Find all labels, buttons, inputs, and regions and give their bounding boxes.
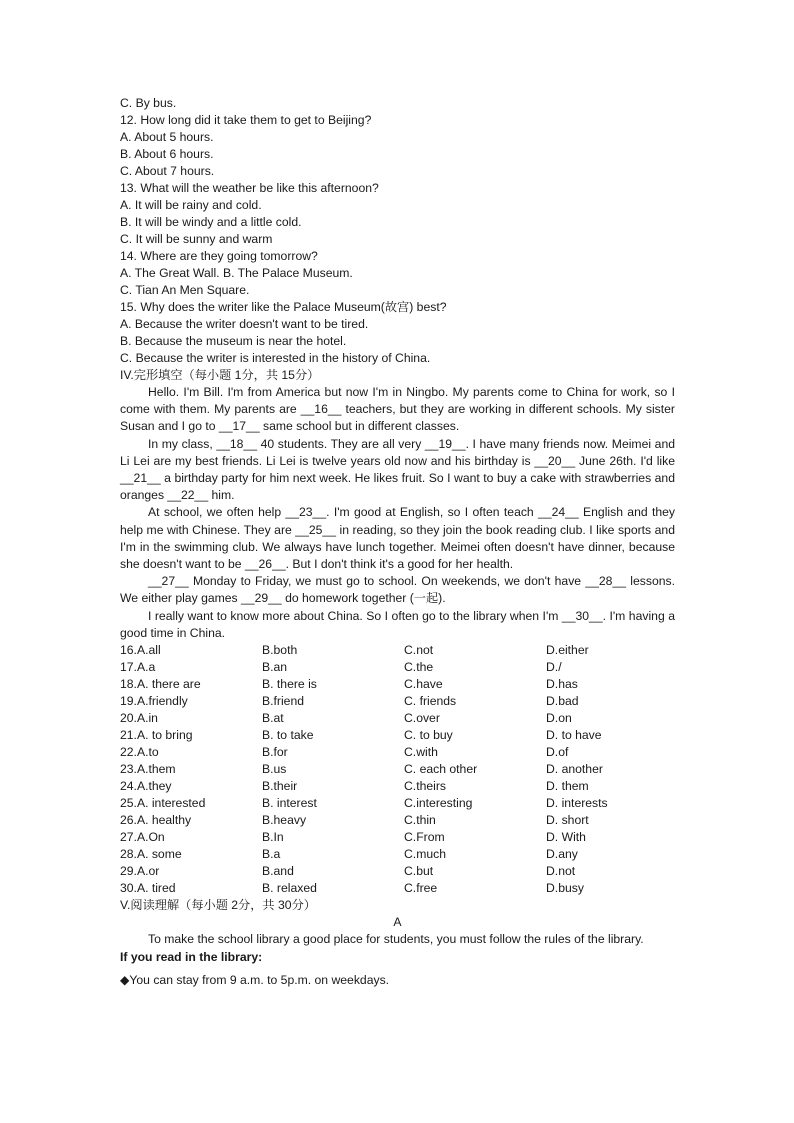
option-a: 21.A. to bring — [120, 728, 193, 743]
option-a: 30.A. tired — [120, 881, 176, 896]
option-row — [120, 829, 675, 846]
cloze-options-table — [120, 642, 675, 897]
option-c: C. to buy — [404, 728, 453, 743]
option-b: B.both — [262, 643, 298, 658]
cloze-paragraph: In my class, __18__ 40 students. They are all very __19__. I have many friends now. Meimei and Li Lei are my best friends. Li Lei is twelve years old now and his birthday is __20__ June 26th. I'd like __21__ a birthday party for him next week. He likes fruit. So I want to buy a cake with strawberries and oranges __22__ him. — [120, 436, 675, 503]
rules-heading: If you read in the library: — [120, 950, 263, 965]
option-a: 19.A.friendly — [120, 694, 188, 709]
reading-section — [120, 897, 675, 989]
answer-option: B. About 6 hours. — [120, 147, 214, 161]
option-row — [120, 676, 675, 693]
option-c: C.with — [404, 745, 438, 760]
option-a: 17.A.a — [120, 660, 156, 675]
option-b: B.friend — [262, 694, 305, 709]
option-b: B.a — [262, 847, 281, 862]
option-d: D.on — [546, 711, 572, 726]
answer-option: A. About 5 hours. — [120, 130, 214, 144]
option-c: C. friends — [404, 694, 457, 709]
option-c: C.thin — [404, 813, 436, 828]
option-d: D. them — [546, 779, 589, 794]
option-a: 29.A.or — [120, 864, 160, 879]
option-b: B.an — [262, 660, 288, 675]
option-row — [120, 693, 675, 710]
rule-item: ◆You can stay from 9 a.m. to 5p.m. on weekdays. — [120, 973, 390, 988]
option-a: 25.A. interested — [120, 796, 206, 811]
passage-intro: To make the school library a good place for students, you must follow the rules of the library. — [148, 932, 644, 947]
option-d: D.any — [546, 847, 578, 862]
option-d: D.of — [546, 745, 569, 760]
passage-label: A — [393, 915, 402, 930]
option-d: D.has — [546, 677, 578, 692]
option-a: 22.A.to — [120, 745, 159, 760]
option-d: D. to have — [546, 728, 602, 743]
option-b: B.and — [262, 864, 294, 879]
answer-option: B. It will be windy and a little cold. — [120, 215, 302, 229]
option-row — [120, 659, 675, 676]
option-a: 28.A. some — [120, 847, 182, 862]
option-b: B.heavy — [262, 813, 307, 828]
option-row — [120, 778, 675, 795]
option-c: C.over — [404, 711, 440, 726]
option-d: D. With — [546, 830, 586, 845]
option-c: C.the — [404, 660, 434, 675]
cloze-paragraph: I really want to know more about China. So I often go to the library when I'm __30__. I'm having a good time in China. — [120, 608, 675, 640]
cloze-paragraph: Hello. I'm Bill. I'm from America but now I'm in Ningbo. My parents come to China for work, so I come with them. My parents are __16__ teachers, but they are working in different schools. My sister Susan and I go to __17__ same school but in different classes. — [120, 385, 675, 434]
option-b: B.at — [262, 711, 284, 726]
option-row — [120, 761, 675, 778]
cloze-heading: IV.完形填空（每小题 1分，共 15分） — [120, 368, 320, 382]
answer-option: A. It will be rainy and cold. — [120, 198, 262, 212]
question-13: 13. What will the weather be like this afternoon? — [120, 181, 379, 195]
option-row — [120, 846, 675, 863]
reading-heading: V.阅读理解（每小题 2分，共 30分） — [120, 898, 316, 913]
option-d: D.bad — [546, 694, 579, 709]
option-a: 16.A.all — [120, 643, 161, 658]
option-b: B. relaxed — [262, 881, 317, 896]
option-a: 20.A.in — [120, 711, 158, 726]
option-c: C.much — [404, 847, 446, 862]
option-c: C. each other — [404, 762, 478, 777]
option-c: C.but — [404, 864, 434, 879]
option-a: 18.A. there are — [120, 677, 201, 692]
question-12: 12. How long did it take them to get to Beijing? — [120, 113, 372, 127]
option-row — [120, 710, 675, 727]
option-b: B.their — [262, 779, 298, 794]
option-d: D.either — [546, 643, 589, 658]
option-a: 27.A.On — [120, 830, 165, 845]
question-14: 14. Where are they going tomorrow? — [120, 249, 318, 263]
question-15: 15. Why does the writer like the Palace Museum(故宫) best? — [120, 300, 447, 314]
option-d: D./ — [546, 660, 562, 675]
option-a: 23.A.them — [120, 762, 176, 777]
option-c: C.theirs — [404, 779, 446, 794]
option-c: C.interesting — [404, 796, 473, 811]
option-d: D. short — [546, 813, 589, 828]
cloze-paragraph: __27__ Monday to Friday, we must go to school. On weekends, we don't have __28__ lessons. We either play games __29__ do homework together (一起). — [120, 574, 675, 606]
option-c: C.free — [404, 881, 438, 896]
cloze-paragraph: At school, we often help __23__. I'm good at English, so I often teach __24__ English and they help me with Chinese. They are __25__ in reading, so they join the book reading club. I like sports and I'm in the swimming club. We always have lunch together. Meimei often doesn't have dinner, because she doesn't want to be __26__. But I don't think it's a good for her health. — [120, 505, 675, 572]
answer-option: C. About 7 hours. — [120, 164, 215, 178]
option-c: C.have — [404, 677, 443, 692]
option-a: 26.A. healthy — [120, 813, 192, 828]
answer-option: C. By bus. — [120, 96, 177, 110]
option-b: B. there is — [262, 677, 317, 692]
option-row — [120, 744, 675, 761]
answer-option: C. It will be sunny and warm — [120, 232, 273, 246]
answer-option: A. Because the writer doesn't want to be tired. — [120, 317, 369, 331]
option-row — [120, 880, 675, 897]
option-row — [120, 727, 675, 744]
option-b: B. to take — [262, 728, 314, 743]
option-b: B. interest — [262, 796, 317, 811]
option-d: D.busy — [546, 881, 584, 896]
cloze-section — [120, 367, 675, 897]
answer-option: C. Tian An Men Square. — [120, 283, 250, 297]
option-d: D.not — [546, 864, 576, 879]
option-b: B.for — [262, 745, 288, 760]
option-c: C.not — [404, 643, 434, 658]
option-b: B.In — [262, 830, 284, 845]
option-row — [120, 812, 675, 829]
answer-option: C. Because the writer is interested in the history of China. — [120, 351, 431, 365]
option-a: 24.A.they — [120, 779, 172, 794]
option-row — [120, 863, 675, 880]
answer-option: A. The Great Wall. B. The Palace Museum. — [120, 266, 353, 280]
listening-questions-tail — [120, 95, 675, 367]
option-row — [120, 642, 675, 659]
option-d: D. another — [546, 762, 603, 777]
option-d: D. interests — [546, 796, 608, 811]
answer-option: B. Because the museum is near the hotel. — [120, 334, 347, 348]
option-c: C.From — [404, 830, 445, 845]
option-b: B.us — [262, 762, 287, 777]
page-content — [120, 95, 675, 989]
option-row — [120, 795, 675, 812]
